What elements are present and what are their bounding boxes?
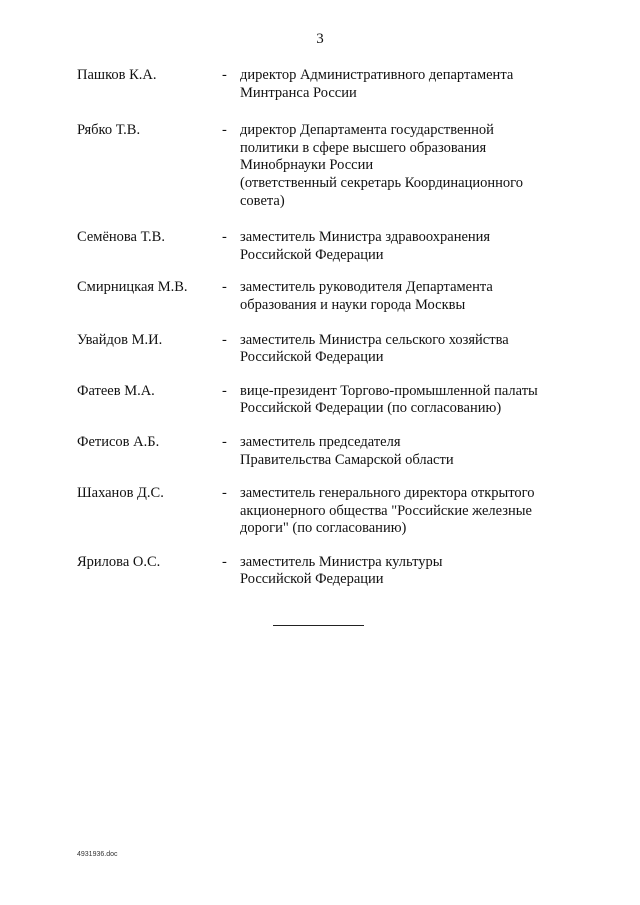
member-entry (77, 332, 557, 367)
position-line: дороги" (по согласованию) (240, 520, 407, 537)
member-name: Фетисов А.Б. (77, 433, 160, 450)
member-position (240, 554, 557, 589)
dash-separator: - (222, 553, 227, 570)
position-line: заместитель Министра здравоохранения (240, 229, 491, 246)
member-entry (77, 279, 557, 314)
position-line: директор Административного департамента (240, 67, 514, 83)
position-line: заместитель генерального директора открытого (240, 485, 535, 502)
position-line: Правительства Самарской области (240, 451, 454, 468)
dash-separator: - (222, 485, 227, 502)
position-line: акционерного общества "Российские железные (240, 502, 532, 519)
dash-separator: - (222, 331, 227, 348)
position-line: заместитель руководителя Департамента (240, 279, 493, 296)
dash-separator: - (222, 433, 227, 450)
position-line: политики в сфере высшего образования (240, 139, 487, 156)
member-name: Шаханов Д.С. (77, 485, 164, 502)
member-entry (77, 434, 557, 469)
position-line: Российской Федерации (240, 246, 384, 263)
member-entry (77, 67, 557, 102)
position-line: заместитель Министра сельского хозяйства (240, 331, 509, 348)
member-position (240, 67, 557, 102)
member-entry (77, 229, 557, 264)
member-position (240, 332, 557, 367)
dash-separator: - (222, 67, 227, 83)
member-name: Фатеев М.А. (77, 382, 155, 399)
member-name: Ярилова О.С. (77, 553, 161, 570)
member-entry (77, 122, 557, 210)
dash-separator: - (222, 122, 227, 139)
member-position (240, 279, 557, 314)
member-name: Увайдов М.И. (77, 331, 163, 348)
dash-separator: - (222, 279, 227, 296)
member-name: Пашков К.А. (77, 67, 157, 83)
member-name: Смирницкая М.В. (77, 279, 188, 296)
position-line: Минобрнауки России (240, 157, 374, 174)
member-name: Семёнова Т.В. (77, 229, 165, 246)
document-file-name: 4931936.doc (77, 851, 118, 858)
position-line: Российской Федерации (240, 571, 384, 588)
position-line: Российской Федерации (240, 349, 384, 366)
position-line: заместитель Министра культуры (240, 553, 443, 570)
position-line: (ответственный секретарь Координационного (240, 174, 523, 191)
position-line: вице-президент Торгово-промышленной палаты (240, 382, 538, 399)
position-line: совета) (240, 192, 285, 209)
member-position (240, 383, 557, 418)
member-position (240, 485, 557, 538)
member-position (240, 229, 557, 264)
position-line: Российской Федерации (по согласованию) (240, 400, 502, 417)
dash-separator: - (222, 382, 227, 399)
member-entry (77, 485, 557, 538)
page-number: 3 (316, 31, 324, 47)
position-line: заместитель председателя (240, 433, 401, 450)
dash-separator: - (222, 229, 227, 246)
member-position (240, 434, 557, 469)
member-list (77, 67, 557, 589)
member-entry (77, 383, 557, 418)
position-line: директор Департамента государственной (240, 122, 494, 139)
member-entry (77, 554, 557, 589)
end-of-list-rule (273, 625, 364, 626)
member-position (240, 122, 557, 210)
position-line: Минтранса России (240, 84, 357, 101)
member-name: Рябко Т.В. (77, 122, 141, 139)
position-line: образования и науки города Москвы (240, 296, 466, 313)
